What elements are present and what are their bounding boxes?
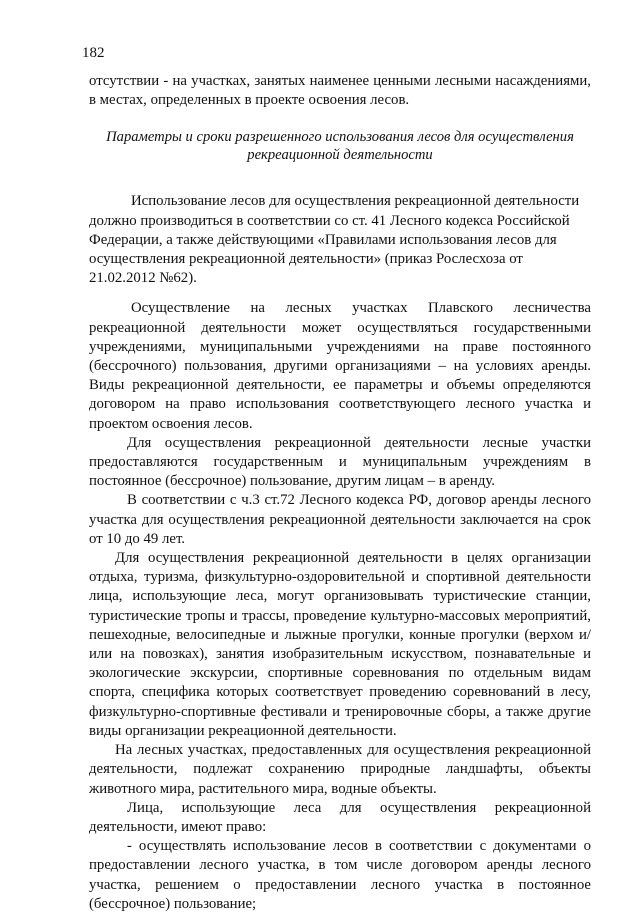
continuation-paragraph: отсутствии - на участках, занятых наименее ценными лесными насаждениями, в местах, определенных в проекте освоения лесов. xyxy=(89,73,591,109)
page-number: 182 xyxy=(82,45,105,61)
document-body xyxy=(89,72,591,914)
paragraph-lease-term: В соответствии с ч.3 ст.72 Лесного кодекса РФ, договор аренды лесного участка для осуществления рекреационной деятельности заключается на срок от 10 до 49 лет. xyxy=(89,492,591,547)
paragraph-preservation: На лесных участках, предоставленных для осуществления рекреационной деятельности, подлежат сохранению природные ландшафты, объекты животного мира, растительного мира, водные объекты. xyxy=(89,742,591,797)
paragraph-activities: Для осуществления рекреационной деятельности в целях организации отдыха, туризма, физкультурно-оздоровительной и спортивной деятельности лица, использующие леса, могут организовывать туристические станции, туристические тропы и трассы, проведение культурно-массовых мероприятий, пешеходные, велосипедные и лыжные прогулки, конные прогулки (верхом и/или на повозках), занятия изобразительным искусством, познавательные и экологические экскурсии, спортивные соревнования по отдельным видам спорта, специфика которых соответствует проведению соревнований в лесу, физкультурно-спортивные фестивали и тренировочные сборы, а также другие виды организации рекреационной деятельности. xyxy=(89,550,591,739)
section-heading: Параметры и сроки разрешенного использования лесов для осуществления рекреационной деятельности xyxy=(106,129,574,164)
paragraph-who: Осуществление на лесных участках Плавского лесничества рекреационной деятельности может осуществляться государственными учреждениями, муниципальными учреждениями на праве постоянного (бессрочного) пользования, другими организациями – на условиях аренды. Виды рекреационной деятельности, ее параметры и объемы определяются договором на право использования соответствующего лесного участка и проектом освоения лесов. xyxy=(89,300,591,432)
paragraph-provision: Для осуществления рекреационной деятельности лесные участки предоставляются государственным и муниципальным учреждениям в постоянное (бессрочное) пользование, другим лицам – в аренду. xyxy=(89,434,591,490)
paragraph-rules: Использование лесов для осуществления рекреационной деятельности должно производиться в соответствии со ст. 41 Лесного кодекса Российской Федерации, а также действующими «Правилами использования лесов для осуществления рекреационной деятельности» (приказ Рослесхоза от 21.02.2012 №62). xyxy=(89,193,580,287)
paragraph-rights: Лица, использующие леса для осуществления рекреационной деятельности, имеют право: xyxy=(89,799,591,835)
list-item-right: - осуществлять использование лесов в соответствии с документами о предоставлении лесного участка, в том числе договором аренды лесного участка, решением о предоставлении лесного участка в постоянное (бессрочное) пользование; xyxy=(89,838,591,912)
